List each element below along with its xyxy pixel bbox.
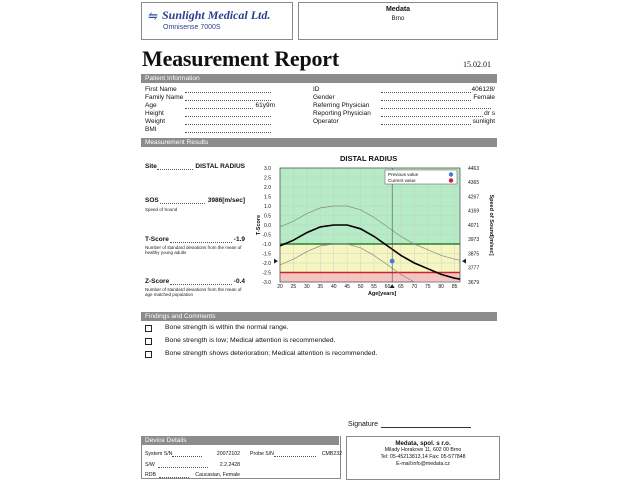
y-tick-label: 1.0 xyxy=(264,203,271,210)
report-date: 15.02.01 xyxy=(463,60,491,69)
right-tick-label: 4463 xyxy=(468,165,480,172)
right-tick-label: 4267 xyxy=(468,194,480,201)
distributor-box xyxy=(298,2,498,40)
x-tick-label: 25 xyxy=(290,284,297,290)
dotted-leader xyxy=(185,94,271,101)
x-tick-label: 85 xyxy=(451,284,458,290)
footer-company-box xyxy=(346,436,500,480)
patient-field-label: BMI xyxy=(145,126,157,133)
patient-field-label: Operator xyxy=(313,118,339,125)
patient-field-label: ID xyxy=(313,86,320,93)
logo-mark: ⇋ xyxy=(148,9,159,23)
dotted-leader xyxy=(381,110,491,117)
x-tick-label: 60 xyxy=(384,284,391,290)
patient-field-value: 61y9m xyxy=(255,102,275,109)
dotted-leader xyxy=(159,471,189,478)
dotted-leader xyxy=(274,450,316,457)
dotted-leader xyxy=(185,126,271,133)
current-value-point xyxy=(390,259,395,264)
footer-contact: Tel: 05-45213813,14 Fax: 05-577848 xyxy=(380,454,466,460)
company-logo-text: Sunlight Medical Ltd. xyxy=(162,8,271,22)
distributor-name: Medata xyxy=(385,6,411,13)
dotted-leader xyxy=(170,236,232,243)
right-tick-label: 4071 xyxy=(468,222,480,229)
site-value: DISTAL RADIUS xyxy=(195,163,245,170)
patient-field-label: Family Name xyxy=(145,94,184,101)
system-sn-label: System S/N xyxy=(145,451,173,457)
system-sn-value: 20072102 xyxy=(216,451,240,457)
sos-note: Speed of Sound xyxy=(145,207,178,212)
probe-sn-value: CMB232 xyxy=(321,451,342,457)
device-section-header: Device Details xyxy=(141,436,339,445)
site-label: Site xyxy=(145,163,157,170)
x-tick-label: 75 xyxy=(424,284,431,290)
legend-marker xyxy=(449,172,453,176)
zscore-note: Number of standard deviations from the mean of age matched population xyxy=(145,287,242,297)
footer-email: E-mail:info@medata.cz xyxy=(396,461,450,467)
y-tick-label: 2.5 xyxy=(264,175,271,182)
rdb-value: Caucasian, Female xyxy=(195,472,240,478)
logo-box xyxy=(141,2,293,40)
y-tick-label: 0.5 xyxy=(264,213,271,220)
patient-field-value: dr s xyxy=(484,110,495,117)
dotted-leader xyxy=(157,163,193,170)
patient-field-value: sunlight xyxy=(472,118,495,125)
footer-company: Medata, spol. s r.o. xyxy=(395,440,451,447)
dotted-leader xyxy=(185,118,271,125)
y-tick-label: -0.5 xyxy=(262,232,271,239)
finding-checkbox[interactable] xyxy=(145,351,152,358)
sw-label: S/W xyxy=(145,462,155,468)
tscore-label: T-Score xyxy=(145,236,169,243)
results-section-header: Measurement Results xyxy=(141,138,497,147)
patient-field-value: 406128/ xyxy=(471,86,495,93)
right-tick-label: 3777 xyxy=(468,265,480,272)
page-title: Measurement Report xyxy=(142,46,339,71)
tscore-note: Number of standard deviations from the mean of healthy young adults xyxy=(145,245,242,255)
sw-value: 2.2.2428 xyxy=(219,462,240,468)
finding-checkbox[interactable] xyxy=(145,338,152,345)
x-tick-label: 55 xyxy=(371,284,377,290)
product-name: Omnisense 7000S xyxy=(163,24,221,31)
patient-field-label: Reporting Physician xyxy=(313,110,371,117)
rdb-label: RDB xyxy=(145,472,156,478)
right-tick-label: 3973 xyxy=(468,237,480,244)
bone-density-chart xyxy=(250,160,495,306)
x-tick-label: 45 xyxy=(344,284,350,290)
dotted-leader xyxy=(185,86,271,93)
legend-label: Previous value xyxy=(388,172,419,177)
patient-field-value: Female xyxy=(473,94,495,101)
zscore-value: -0.4 xyxy=(233,278,245,285)
probe-sn-label: Probe S/N xyxy=(250,451,274,457)
y-tick-label: -2.0 xyxy=(262,260,271,267)
x-tick-label: 30 xyxy=(304,284,310,290)
signature-label: Signature xyxy=(348,421,378,428)
y-axis-title: T-Score xyxy=(256,214,262,236)
finding-text: Bone strength is low; Medical attention is recommended. xyxy=(165,337,336,344)
x-tick-label: 65 xyxy=(398,284,404,290)
x-tick-label: 40 xyxy=(330,284,337,290)
patient-field-label: First Name xyxy=(145,86,177,93)
finding-text: Bone strength is within the normal range. xyxy=(165,324,289,331)
tscore-left-arrow xyxy=(274,259,278,264)
dotted-leader xyxy=(172,450,202,457)
dotted-leader xyxy=(170,278,232,285)
x-tick-label: 80 xyxy=(438,284,444,290)
x-tick-label: 50 xyxy=(357,284,364,290)
footer-address: Milady Horakove 11, 602 00 Brno xyxy=(384,447,462,453)
x-tick-label: 20 xyxy=(277,284,283,290)
finding-checkbox[interactable] xyxy=(145,325,152,332)
y-tick-label: -1.0 xyxy=(262,241,271,248)
legend-label: Current value xyxy=(388,178,416,183)
patient-field-label: Age xyxy=(145,102,157,109)
sos-label: SOS xyxy=(145,197,159,204)
zscore-label: Z-Score xyxy=(145,278,170,285)
distributor-city: Brno xyxy=(391,16,405,22)
y-tick-label: 1.5 xyxy=(264,194,271,201)
y-tick-label: 0.0 xyxy=(264,222,271,229)
y-axis-right-title: Speed of Sound[m/sec] xyxy=(488,194,494,256)
y-tick-label: -1.5 xyxy=(262,251,271,258)
dotted-leader xyxy=(185,110,271,117)
tscore-right-arrow xyxy=(462,259,466,264)
y-tick-label: 2.0 xyxy=(264,184,271,191)
y-tick-label: -2.5 xyxy=(262,270,271,277)
dotted-leader xyxy=(160,197,205,204)
age-marker-arrow xyxy=(390,284,395,288)
sos-value: 3986[m/sec] xyxy=(207,197,245,204)
chart-title: DISTAL RADIUS xyxy=(340,154,398,163)
findings-section-header: Findings and Comments xyxy=(141,312,497,321)
y-tick-label: 3.0 xyxy=(264,165,271,172)
dotted-leader xyxy=(381,102,491,109)
tscore-value: -1.9 xyxy=(233,236,245,243)
patient-field-label: Height xyxy=(145,110,164,117)
dotted-leader xyxy=(158,461,208,468)
patient-field-label: Referring Physician xyxy=(313,102,370,109)
y-tick-label: -3.0 xyxy=(262,279,271,286)
right-tick-label: 3875 xyxy=(468,251,480,258)
signature-line xyxy=(381,427,471,428)
x-tick-label: 35 xyxy=(317,284,324,290)
right-tick-label: 3679 xyxy=(468,279,480,286)
x-tick-label: 70 xyxy=(411,284,418,290)
finding-text: Bone strength shows deterioration; Medical attention is recommended. xyxy=(165,350,378,357)
right-tick-label: 4365 xyxy=(468,180,480,187)
patient-field-label: Gender xyxy=(313,94,335,101)
legend-marker xyxy=(449,178,453,182)
x-axis-title: Age[years] xyxy=(367,291,397,297)
patient-section-header: Patient Information xyxy=(141,74,497,83)
right-tick-label: 4169 xyxy=(468,208,480,215)
patient-field-label: Weight xyxy=(145,118,166,125)
